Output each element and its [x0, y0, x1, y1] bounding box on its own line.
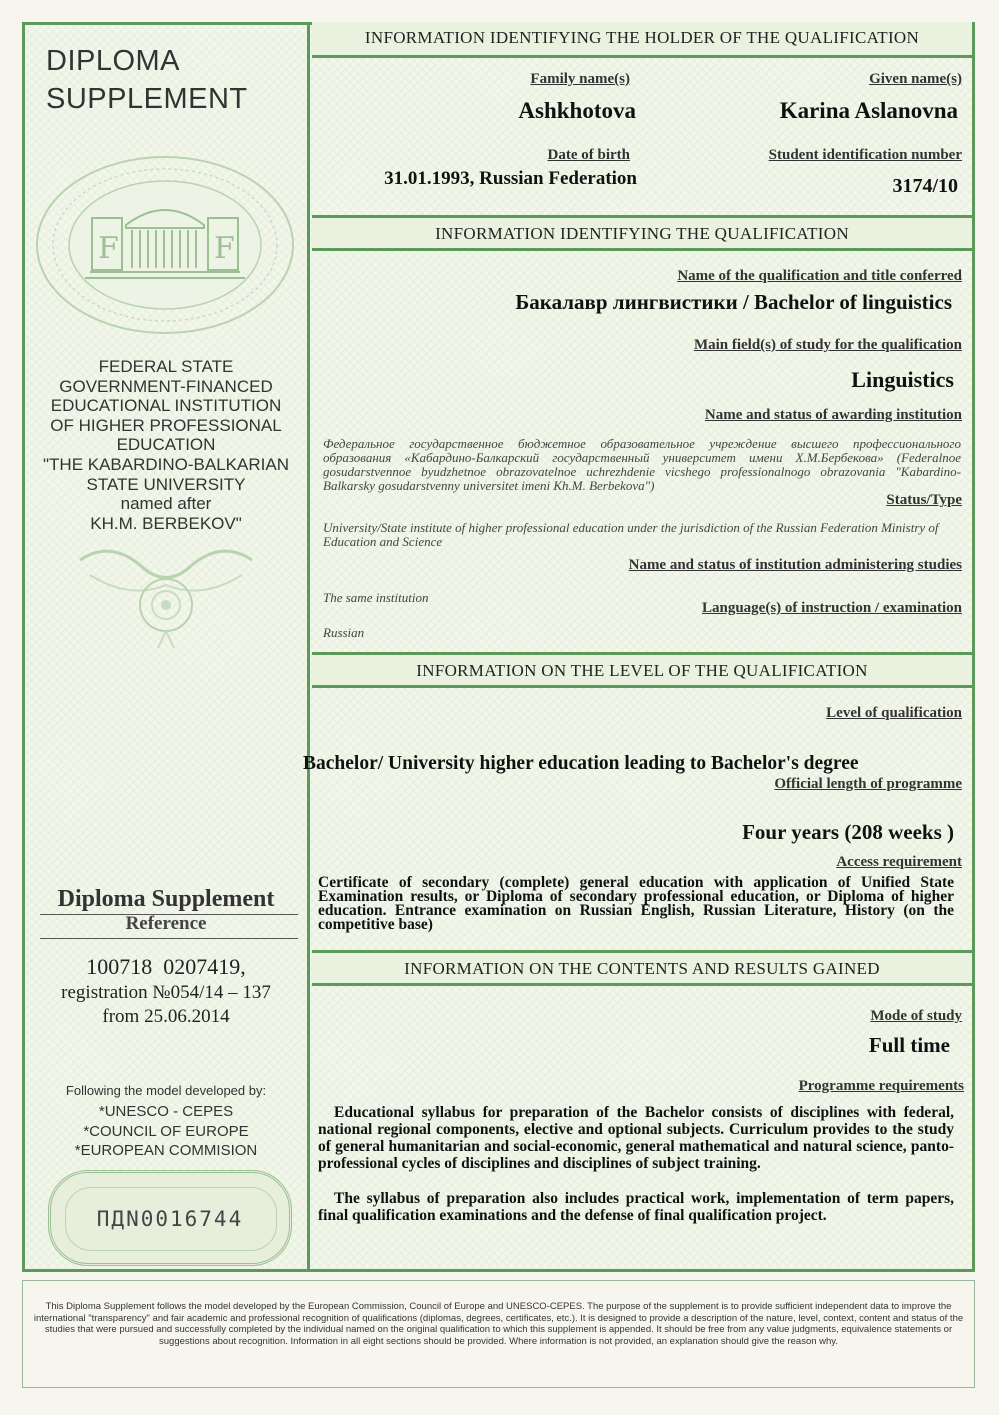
reference-number: 100718 0207419,	[86, 954, 246, 979]
family-name-label: Family name(s)	[530, 71, 630, 87]
programme-requirements-label: Programme requirements	[798, 1078, 964, 1094]
given-name-label: Given name(s)	[869, 71, 962, 87]
reference-title: Diploma Supplement	[57, 886, 275, 912]
language-label: Language(s) of instruction / examination	[701, 600, 962, 616]
section-header-holder: INFORMATION IDENTIFYING THE HOLDER OF THE QUALIFICATION	[312, 22, 972, 58]
doc-title-line2: SUPPLEMENT	[46, 83, 248, 115]
field-of-study-label: Main field(s) of study for the qualification	[693, 337, 962, 353]
programme-requirements-p1: Educational syllabus for preparation of the Bachelor consists of disciplines with federal, national regional components, elective and optional subjects. Curriculum provides to the study of general humanitarian and social-economic, general mathematical and natural science, panto-professional cycles of disciplines and disciplines of subject training.	[318, 1104, 954, 1172]
model-item: *COUNCIL OF EUROPE	[83, 1122, 249, 1140]
institution-line: KH.M. BERBEKOV"	[90, 513, 242, 533]
mode-of-study-label: Mode of study	[870, 1008, 962, 1024]
section-header-qualification: INFORMATION IDENTIFYING THE QUALIFICATION	[312, 215, 972, 251]
reference-subtitle: Reference	[125, 913, 207, 934]
institution-line: FEDERAL STATE	[98, 357, 234, 376]
family-name-value: Ashkhotova	[518, 98, 636, 123]
footer-disclaimer: This Diploma Supplement follows the model developed by the European Commission, Council of Europe and UNESCO-CEPES. The purpose of the supplement is to provide sufficient independent data to improve the international "transparency" and fair academic and professional recognition of qualifications (diplomas, degrees, certificates, etc.). It is designed to provide a description of the nature, level, context, content and status of the studies that were pursued and successfully completed by the individual named on the original qualification to which this supplement is appended. It should be free from any value judgments, equivalence statements or suggestions about recognition. Information in all eight sections should be provided. Where information is not provided, an explanation should give the reason why.	[22, 1280, 975, 1388]
mode-of-study-value: Full time	[868, 1033, 950, 1057]
access-requirement-value: Certificate of secondary (complete) general education with application of Unified State Examination results, or Diploma of secondary professional education, or Diploma of higher education. Entrance examination on Russian English, Russian Literature, History (on the competitive base)	[318, 874, 954, 933]
date-of-birth-value: 31.01.1993, Russian Federation	[384, 168, 637, 189]
doc-title	[46, 42, 248, 118]
programme-requirements-p2: The syllabus of preparation also includes practical work, implementation of term papers, final qualification examinations and the defense of final qualification project.	[318, 1190, 954, 1224]
administering-institution-label: Name and status of institution administering studies	[628, 557, 962, 573]
student-id-label: Student identification number	[768, 147, 962, 163]
level-value: Bachelor/ University higher education leading to Bachelor's degree	[303, 753, 859, 774]
institution-line: "THE KABARDINO-BALKARIAN	[43, 454, 289, 474]
svg-text:F: F	[98, 231, 119, 266]
institution-name	[30, 357, 302, 533]
svg-text:F: F	[214, 231, 235, 266]
model-list	[30, 1102, 302, 1161]
model-item: *UNESCO - CEPES	[98, 1103, 234, 1120]
qualification-name-label: Name of the qualification and title conferred	[677, 268, 962, 284]
access-requirement-label: Access requirement	[836, 854, 962, 870]
section-header-level: INFORMATION ON THE LEVEL OF THE QUALIFICATION	[312, 652, 972, 688]
model-item: *EUROPEAN COMMISION	[74, 1142, 258, 1159]
awarding-institution-label: Name and status of awarding institution	[704, 407, 962, 423]
given-name-value: Karina Aslanovna	[779, 98, 958, 123]
awarding-institution-value: Федеральное государственное бюджетное образовательное учреждение высшего профессионального образования «Кабардино-Балкарский государственный университет имени Х.М.Бербекова» (Federalnoe gosudarstvennoe byudzhetnoe obrazovatelnoe uchrezhdenie vicshego professionalnogo obrazovania "Kabardino-Balkarsky gosudarstvenny universitet imeni Kh.M. Berbekova")	[323, 436, 961, 493]
model-intro: Following the model developed by:	[65, 1083, 267, 1098]
status-type-label: Status/Type	[886, 492, 962, 508]
date-of-birth-label: Date of birth	[547, 147, 630, 163]
serial-number-box	[48, 1170, 292, 1266]
institution-line: named after	[120, 494, 212, 514]
registration-number: registration №054/14 – 137	[61, 982, 271, 1003]
section-header-contents: INFORMATION ON THE CONTENTS AND RESULTS GAINED	[312, 950, 972, 986]
registration-date: from 25.06.2014	[102, 1006, 230, 1027]
institution-line: GOVERNMENT-FINANCED	[59, 376, 273, 396]
ornament-icon	[70, 540, 262, 650]
qualification-name-value: Бакалавр лингвистики / Bachelor of linguistics	[515, 290, 952, 314]
administering-institution-value: The same institution	[323, 590, 429, 605]
status-type-value: University/State institute of higher professional education under the jurisdiction of the Russian Federation Ministry of Education and Science	[323, 520, 939, 549]
student-id-value: 3174/10	[892, 175, 958, 197]
institution-line: EDUCATION	[116, 435, 216, 455]
reference-divider	[40, 938, 298, 939]
institution-line: OF HIGHER PROFESSIONAL	[50, 415, 282, 435]
programme-length-label: Official length of programme	[774, 776, 962, 792]
language-value: Russian	[323, 625, 365, 640]
level-label: Level of qualification	[826, 705, 962, 721]
field-of-study-value: Linguistics	[851, 367, 954, 392]
doc-title-line1: DIPLOMA	[46, 45, 181, 77]
university-emblem-icon	[30, 150, 300, 360]
institution-line: EDUCATIONAL INSTITUTION	[50, 396, 282, 416]
programme-length-value: Four years (208 weeks )	[742, 820, 954, 844]
institution-line: STATE UNIVERSITY	[86, 474, 246, 494]
serial-number: ПДN0016744	[96, 1207, 244, 1231]
